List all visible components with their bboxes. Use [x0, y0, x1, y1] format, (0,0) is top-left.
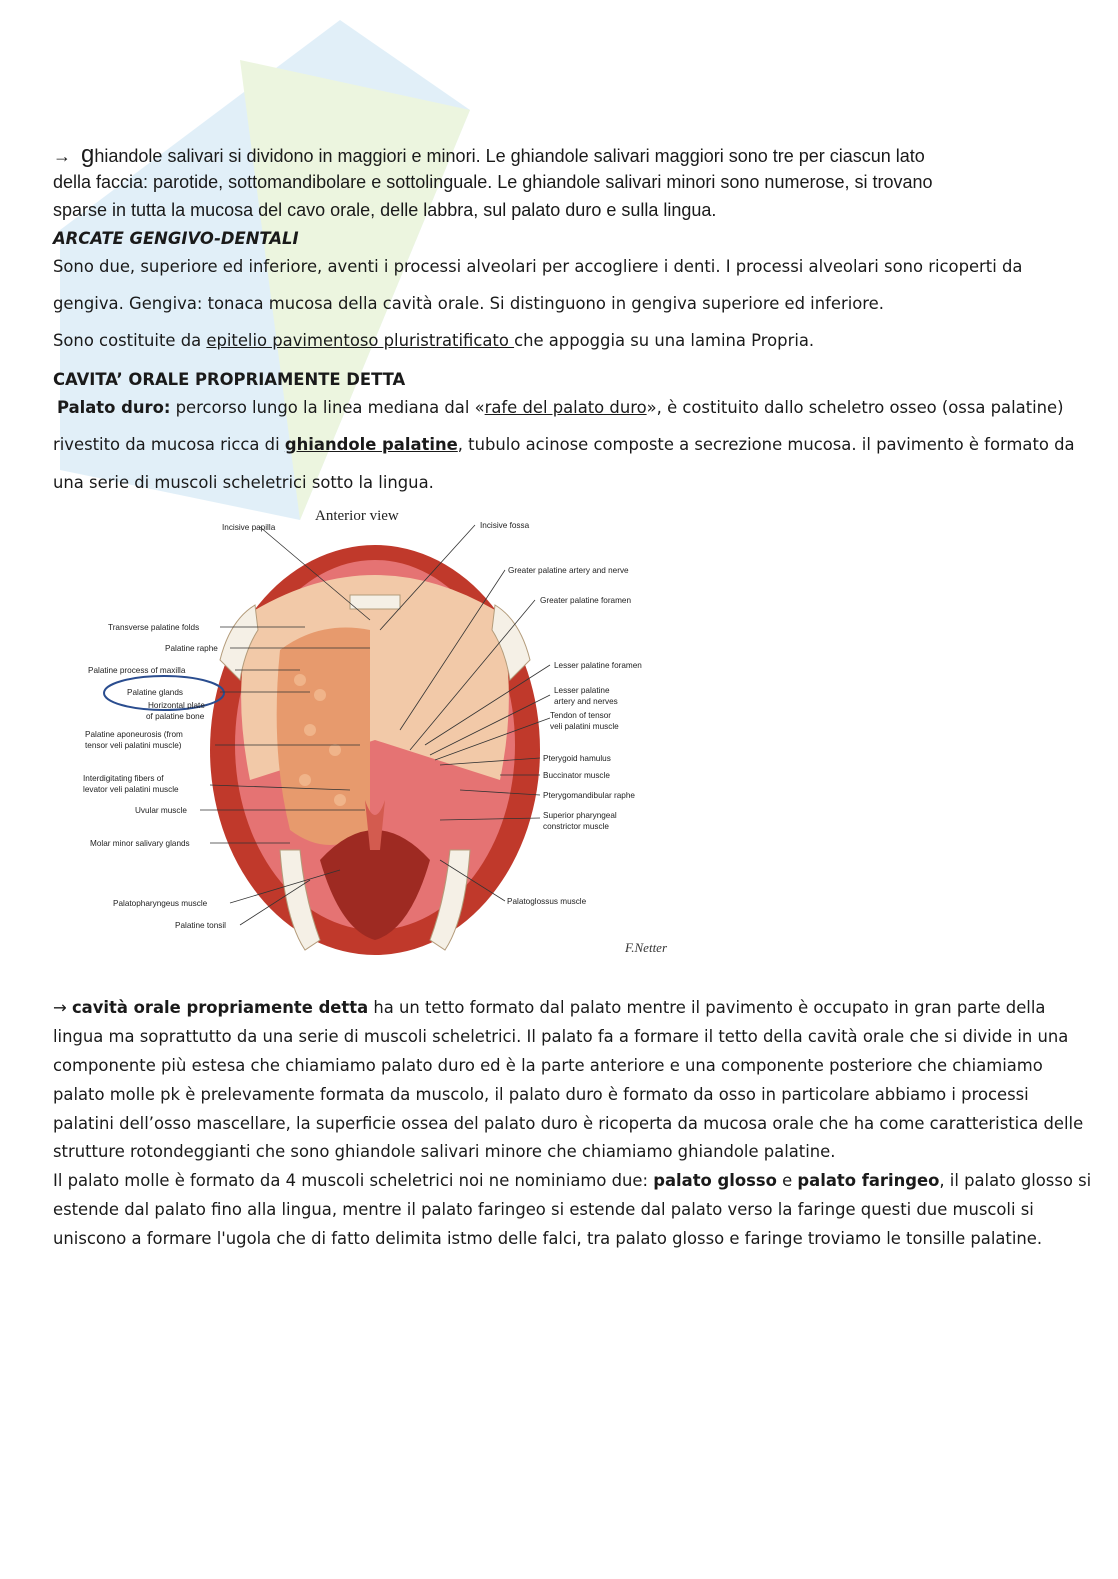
label-lesser-palatine: Lesser palatine	[554, 686, 610, 695]
label-lesser-palatine-artery: artery and nerves	[554, 697, 618, 706]
incisors	[350, 595, 400, 609]
arcate-line-1: Sono due, superiore ed inferiore, aventi i processi alveolari per accogliere i denti. I processi alveolari sono ricoperti da	[53, 257, 1023, 276]
arcate-line-3: Sono costituite da epitelio pavimentoso pluristratificato che appoggia su una lamina Propria.	[53, 331, 815, 350]
label-tensor-veli: tensor veli palatini muscle)	[85, 741, 182, 750]
intro-line-3: sparse in tutta la mucosa del cavo orale, delle labbra, sul palato duro e sulla lingua.	[53, 200, 717, 220]
intro-line-1: → ghiandole salivari si dividono in maggiori e minori. Le ghiandole salivari maggiori sono tre per ciascun lato	[53, 141, 925, 168]
intro-line-2: della faccia: parotide, sottomandibolare e sottolinguale. Le ghiandole salivari minori sono numerose, si trovano	[53, 172, 933, 192]
arcate-line-2: gengiva. Gengiva: tonaca mucosa della cavità orale. Si distinguono in gengiva superiore ed inferiore.	[53, 294, 884, 313]
label-pterygoid-hamulus: Pterygoid hamulus	[543, 754, 611, 763]
label-palatine-bone: of palatine bone	[146, 712, 205, 721]
cavita-line-1: Palato duro: percorso lungo la linea mediana dal «rafe del palato duro», è costituito dallo scheletro osseo (ossa palatine)	[57, 398, 1064, 417]
label-veli-palatini: veli palatini muscle	[550, 722, 619, 731]
label-palatopharyngeus: Palatopharyngeus muscle	[113, 899, 208, 908]
label-incisive-fossa: Incisive fossa	[480, 521, 530, 530]
para2-line-9: uniscono a formare l'ugola che di fatto delimita istmo delle falci, tra palato glosso e faringe troviamo le tonsille palatine.	[53, 1229, 1043, 1248]
artist-signature: F.Netter	[625, 940, 668, 955]
arcate-heading: ARCATE GENGIVO-DENTALI	[53, 229, 299, 248]
label-palatine-raphe: Palatine raphe	[165, 644, 218, 653]
para2-line-1: → cavità orale propriamente detta ha un tetto formato dal palato mentre il pavimento è occupato in gran parte della	[53, 998, 1046, 1017]
label-incisive-papilla: Incisive papilla	[222, 523, 276, 532]
label-pterygomandibular-raphe: Pterygomandibular raphe	[543, 791, 635, 800]
cavita-line-2: rivestito da mucosa ricca di ghiandole palatine, tubulo acinose composte a secrezione mucosa. il pavimento è formato da	[53, 435, 1075, 454]
label-constrictor-muscle: constrictor muscle	[543, 822, 609, 831]
para2-line-7: Il palato molle è formato da 4 muscoli scheletrici noi ne nominiamo due: palato glosso e palato faringeo, il palato glosso si	[53, 1171, 1092, 1190]
para2-line-3: componente più estesa che chiamiamo palato duro ed è la parte anteriore e una componente posteriore che chiamiamo	[53, 1056, 1043, 1075]
para2-line-4: palato molle pk è prelevamente formata da muscolo, il palato duro è formato da osso in particolare abbiamo i processi	[53, 1085, 1029, 1104]
label-tendon-tensor: Tendon of tensor	[550, 711, 611, 720]
label-palatine-tonsil: Palatine tonsil	[175, 921, 226, 930]
cavita-line-3: una serie di muscoli scheletrici sotto la lingua.	[53, 473, 434, 492]
label-interdigitating-fibers: Interdigitating fibers of	[83, 774, 164, 783]
anatomy-figure	[80, 500, 680, 970]
label-greater-palatine-foramen: Greater palatine foramen	[540, 596, 632, 605]
label-palatine-process: Palatine process of maxilla	[88, 666, 186, 675]
label-palatoglossus: Palatoglossus muscle	[507, 897, 587, 906]
palatine-glands-area	[277, 628, 370, 846]
figure-title: Anterior view	[315, 508, 399, 524]
label-superior-pharyngeal: Superior pharyngeal	[543, 811, 617, 820]
label-buccinator: Buccinator muscle	[543, 771, 610, 780]
para2-line-5: palatini dell’osso mascellare, la superficie ossea del palato duro è ricoperta da mucosa orale che ha come caratteristica delle	[53, 1114, 1084, 1133]
label-palatine-aponeurosis: Palatine aponeurosis (from	[85, 730, 183, 739]
para2-line-8: estende dal palato fino alla lingua, mentre il palato faringeo si estende dal palato verso la faringe questi due muscoli si	[53, 1200, 1034, 1219]
cavita-heading: CAVITA’ ORALE PROPRIAMENTE DETTA	[53, 370, 406, 389]
label-levator-veli: levator veli palatini muscle	[83, 785, 179, 794]
para2-line-2: lingua ma soprattutto da una serie di muscoli scheletrici. Il palato fa a formare il tetto della cavità orale che si divide in una	[53, 1027, 1069, 1046]
label-horizontal-plate: Horizontal plate	[148, 701, 205, 710]
para2-line-6: strutture rotondeggianti che sono ghiandole salivari minore che chiamiamo ghiandole palatine.	[53, 1142, 836, 1161]
label-lesser-palatine-foramen: Lesser palatine foramen	[554, 661, 642, 670]
label-uvular-muscle: Uvular muscle	[135, 806, 187, 815]
label-palatine-glands: Palatine glands	[127, 688, 183, 697]
label-molar-glands: Molar minor salivary glands	[90, 839, 190, 848]
epitelio-link: epitelio pavimentoso pluristratificato	[206, 331, 515, 350]
label-transverse-palatine-folds: Transverse palatine folds	[108, 623, 200, 632]
label-greater-palatine-artery: Greater palatine artery and nerve	[508, 566, 629, 575]
